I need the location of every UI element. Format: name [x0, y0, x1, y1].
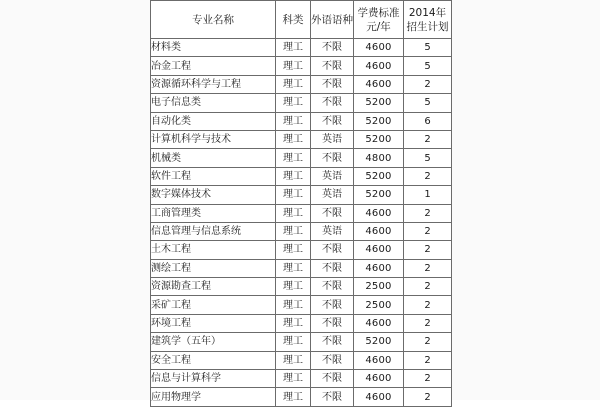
- tuition-cell: 2500: [354, 296, 404, 314]
- category-cell: 理工: [276, 222, 311, 240]
- table-row: [151, 149, 452, 167]
- tuition-cell: 5200: [354, 112, 404, 130]
- table-row: [151, 75, 452, 93]
- table-row: [151, 204, 452, 222]
- major-name-cell: 应用物理学: [151, 388, 276, 406]
- plan-count-cell: 2: [404, 204, 452, 222]
- category-cell: 理工: [276, 149, 311, 167]
- language-cell: 不限: [311, 204, 354, 222]
- table-row: [151, 296, 452, 314]
- major-name-cell: 冶金工程: [151, 57, 276, 75]
- tuition-cell: 4600: [354, 314, 404, 332]
- major-name-cell: 土木工程: [151, 241, 276, 259]
- language-cell: 不限: [311, 351, 354, 369]
- plan-count-cell: 2: [404, 222, 452, 240]
- table-row: [151, 370, 452, 388]
- header-tuition-line2: 元/年: [366, 20, 391, 33]
- admission-plan-table: [150, 0, 452, 407]
- category-cell: 理工: [276, 130, 311, 148]
- language-cell: 不限: [311, 278, 354, 296]
- category-cell: 理工: [276, 388, 311, 406]
- major-name-cell: 信息管理与信息系统: [151, 222, 276, 240]
- plan-count-cell: 2: [404, 370, 452, 388]
- language-cell: 不限: [311, 57, 354, 75]
- header-category: 科类: [276, 1, 311, 39]
- category-cell: 理工: [276, 314, 311, 332]
- category-cell: 理工: [276, 94, 311, 112]
- language-cell: 不限: [311, 75, 354, 93]
- plan-count-cell: 6: [404, 112, 452, 130]
- language-cell: 不限: [311, 94, 354, 112]
- category-cell: 理工: [276, 75, 311, 93]
- major-name-cell: 数字媒体技术: [151, 186, 276, 204]
- table-row: [151, 112, 452, 130]
- language-cell: 不限: [311, 39, 354, 57]
- tuition-cell: 5200: [354, 333, 404, 351]
- header-tuition-line1: 学费标准: [357, 6, 400, 19]
- tuition-cell: 4600: [354, 388, 404, 406]
- category-cell: 理工: [276, 370, 311, 388]
- plan-count-cell: 2: [404, 259, 452, 277]
- major-name-cell: 建筑学（五年）: [151, 333, 276, 351]
- header-plan-line2: 招生计划: [406, 20, 449, 33]
- table-row: [151, 130, 452, 148]
- major-name-cell: 自动化类: [151, 112, 276, 130]
- plan-count-cell: 5: [404, 149, 452, 167]
- table-body: [151, 39, 452, 407]
- language-cell: 不限: [311, 112, 354, 130]
- language-cell: 英语: [311, 130, 354, 148]
- tuition-cell: 5200: [354, 94, 404, 112]
- table-row: [151, 222, 452, 240]
- tuition-cell: 5200: [354, 130, 404, 148]
- tuition-cell: 4600: [354, 39, 404, 57]
- language-cell: 英语: [311, 167, 354, 185]
- category-cell: 理工: [276, 296, 311, 314]
- plan-count-cell: 2: [404, 241, 452, 259]
- plan-count-cell: 2: [404, 314, 452, 332]
- plan-count-cell: 2: [404, 278, 452, 296]
- major-name-cell: 材料类: [151, 39, 276, 57]
- table-row: [151, 94, 452, 112]
- tuition-cell: 4600: [354, 222, 404, 240]
- category-cell: 理工: [276, 186, 311, 204]
- major-name-cell: 资源循环科学与工程: [151, 75, 276, 93]
- language-cell: 不限: [311, 388, 354, 406]
- tuition-cell: 2500: [354, 278, 404, 296]
- header-plan-line1: 2014年: [408, 6, 447, 19]
- language-cell: 不限: [311, 259, 354, 277]
- header-major-name: 专业名称: [151, 1, 276, 39]
- major-name-cell: 资源勘查工程: [151, 278, 276, 296]
- major-name-cell: 电子信息类: [151, 94, 276, 112]
- language-cell: 不限: [311, 333, 354, 351]
- category-cell: 理工: [276, 278, 311, 296]
- table-row: [151, 259, 452, 277]
- category-cell: 理工: [276, 167, 311, 185]
- language-cell: 不限: [311, 296, 354, 314]
- tuition-cell: 4800: [354, 149, 404, 167]
- major-name-cell: 测绘工程: [151, 259, 276, 277]
- language-cell: 英语: [311, 222, 354, 240]
- table-header: [151, 1, 452, 39]
- table-row: [151, 39, 452, 57]
- table-row: [151, 186, 452, 204]
- plan-count-cell: 2: [404, 75, 452, 93]
- table-row: [151, 351, 452, 369]
- plan-count-cell: 1: [404, 186, 452, 204]
- header-enrollment-plan: [404, 1, 452, 39]
- category-cell: 理工: [276, 259, 311, 277]
- major-name-cell: 工商管理类: [151, 204, 276, 222]
- plan-count-cell: 2: [404, 351, 452, 369]
- tuition-cell: 4600: [354, 351, 404, 369]
- major-name-cell: 计算机科学与技术: [151, 130, 276, 148]
- header-foreign-language: 外语语种: [311, 1, 354, 39]
- tuition-cell: 4600: [354, 259, 404, 277]
- major-name-cell: 软件工程: [151, 167, 276, 185]
- category-cell: 理工: [276, 333, 311, 351]
- tuition-cell: 5200: [354, 186, 404, 204]
- language-cell: 不限: [311, 314, 354, 332]
- table-row: [151, 167, 452, 185]
- tuition-cell: 4600: [354, 204, 404, 222]
- tuition-cell: 4600: [354, 241, 404, 259]
- category-cell: 理工: [276, 57, 311, 75]
- language-cell: 不限: [311, 370, 354, 388]
- table-row: [151, 314, 452, 332]
- language-cell: 英语: [311, 186, 354, 204]
- plan-count-cell: 2: [404, 388, 452, 406]
- table-row: [151, 241, 452, 259]
- category-cell: 理工: [276, 241, 311, 259]
- major-name-cell: 环境工程: [151, 314, 276, 332]
- table-row: [151, 278, 452, 296]
- major-name-cell: 采矿工程: [151, 296, 276, 314]
- tuition-cell: 4600: [354, 370, 404, 388]
- plan-count-cell: 2: [404, 296, 452, 314]
- category-cell: 理工: [276, 204, 311, 222]
- category-cell: 理工: [276, 112, 311, 130]
- tuition-cell: 4600: [354, 75, 404, 93]
- plan-count-cell: 2: [404, 333, 452, 351]
- table-row: [151, 333, 452, 351]
- category-cell: 理工: [276, 39, 311, 57]
- header-tuition: [354, 1, 404, 39]
- category-cell: 理工: [276, 351, 311, 369]
- table-row: [151, 388, 452, 406]
- table-row: [151, 57, 452, 75]
- major-name-cell: 安全工程: [151, 351, 276, 369]
- plan-count-cell: 2: [404, 130, 452, 148]
- major-name-cell: 信息与计算科学: [151, 370, 276, 388]
- header-row: [151, 1, 452, 39]
- language-cell: 不限: [311, 241, 354, 259]
- language-cell: 不限: [311, 149, 354, 167]
- tuition-cell: 5200: [354, 167, 404, 185]
- tuition-cell: 4600: [354, 57, 404, 75]
- plan-count-cell: 5: [404, 94, 452, 112]
- plan-count-cell: 5: [404, 57, 452, 75]
- plan-count-cell: 5: [404, 39, 452, 57]
- major-name-cell: 机械类: [151, 149, 276, 167]
- plan-count-cell: 2: [404, 167, 452, 185]
